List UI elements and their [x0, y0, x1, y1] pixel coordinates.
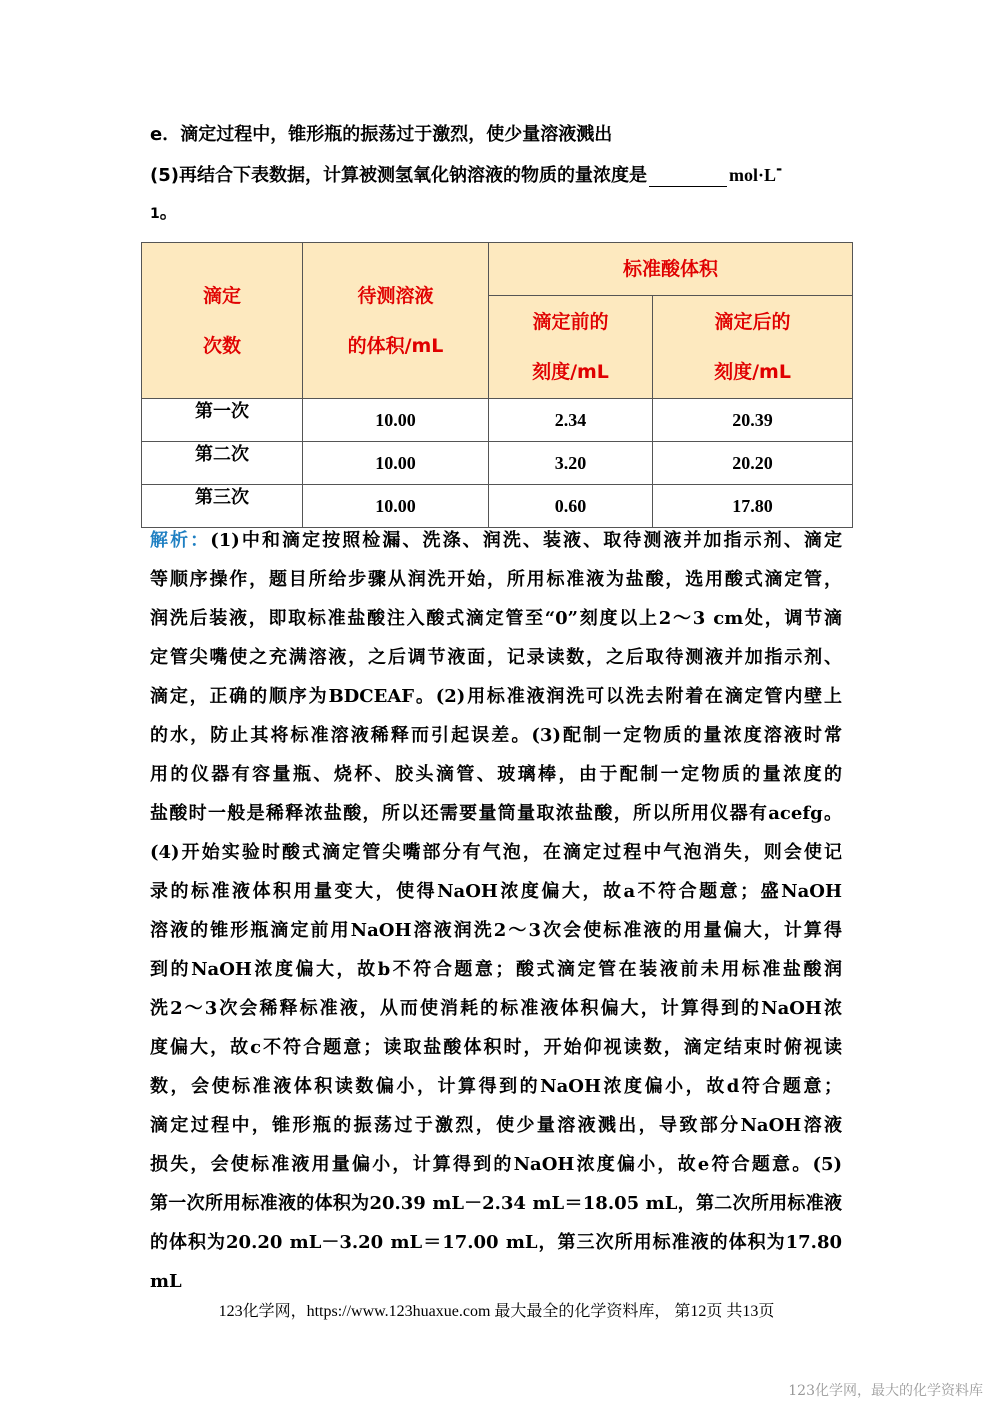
analysis-line: 的体积为20.20 mL－3.20 mL＝17.00 mL，第三次所用标准液的体积为17.80 mL — [150, 1232, 842, 1292]
analysis-line: 滴定过程中，锥形瓶的振荡过于激烈，使少量溶液溅出，导致部分NaOH溶液 — [150, 1115, 842, 1136]
analysis-line: 第一次所用标准液的体积为20.39 mL－2.34 mL＝18.05 mL，第二次所用标准液 — [150, 1193, 842, 1214]
analysis-line: 等顺序操作，题目所给步骤从润洗开始，所用标准液为盐酸，选用酸式滴定管， — [150, 569, 842, 590]
table-row — [142, 399, 853, 442]
table-row — [142, 442, 853, 485]
header-titration-times: 滴定 次数 — [142, 243, 303, 399]
row-label: 第二次 — [142, 442, 303, 485]
question-5-continued — [150, 198, 178, 224]
question-5-sup: - — [776, 160, 783, 178]
analysis-line: 损失，会使标准液用量偏小，计算得到的NaOH浓度偏小，故e符合题意。(5) — [150, 1154, 842, 1175]
question-item-e: e．滴定过程中，锥形瓶的振荡过于激烈，使少量溶液溅出 — [150, 124, 613, 145]
analysis-line: 录的标准液体积用量变大，使得NaOH浓度偏大，故a不符合题意；盛NaOH — [150, 881, 842, 902]
site-watermark: 123化学网，最大的化学资料库 — [788, 1383, 983, 1399]
row-volume: 10.00 — [303, 485, 489, 528]
row-after: 20.39 — [653, 399, 853, 442]
header-after-reading: 滴定后的 刻度/mL — [653, 296, 853, 399]
row-volume: 10.00 — [303, 442, 489, 485]
analysis-line: 解析：(1)中和滴定按照检漏、洗涤、润洗、装液、取待测液并加指示剂、滴定 — [150, 530, 843, 551]
row-after: 20.20 — [653, 442, 853, 485]
analysis-line: 到的NaOH浓度偏大，故b不符合题意；酸式滴定管在装液前未用标准盐酸润 — [150, 959, 842, 980]
analysis-line: 定管尖嘴使之充满溶液，之后调节液面，记录读数，之后取待测液并加指示剂、 — [150, 647, 842, 668]
analysis-line: 度偏大，故c不符合题意；读取盐酸体积时，开始仰视读数，滴定结束时俯视读 — [150, 1037, 842, 1058]
analysis-line: 盐酸时一般是稀释浓盐酸，所以还需要量筒量取浓盐酸，所以所用仪器有acefg。 — [150, 803, 842, 824]
analysis-line: 的水，防止其将标准溶液稀释而引起误差。(3)配制一定物质的量浓度溶液时常 — [150, 725, 842, 746]
header-sample-volume: 待测溶液 的体积/mL — [303, 243, 489, 399]
question-5-end: 。 — [159, 202, 178, 223]
header-before-reading: 滴定前的 刻度/mL — [489, 296, 653, 399]
question-5 — [150, 160, 782, 187]
analysis-line: 润洗后装液，即取标准盐酸注入酸式滴定管至“0”刻度以上2～3 cm处，调节滴 — [150, 608, 842, 629]
analysis-line: 数，会使标准液体积读数偏小，计算得到的NaOH浓度偏小，故d符合题意； — [150, 1076, 842, 1097]
analysis-line: 溶液的锥形瓶滴定前用NaOH溶液润洗2～3次会使标准液的用量偏大，计算得 — [150, 920, 842, 941]
analysis-line: 用的仪器有容量瓶、烧杯、胶头滴管、玻璃棒，由于配制一定物质的量浓度的 — [150, 764, 842, 785]
row-after: 17.80 — [653, 485, 853, 528]
titration-data-table — [141, 242, 853, 528]
header-standard-acid-volume: 标准酸体积 — [489, 243, 853, 296]
question-5-unit: mol·L — [728, 165, 776, 185]
row-before: 0.60 — [489, 485, 653, 528]
analysis-line: (4)开始实验时酸式滴定管尖嘴部分有气泡，在滴定过程中气泡消失，则会使记 — [150, 842, 842, 863]
analysis-line: 滴定，正确的顺序为BDCEAF。(2)用标准液润洗可以洗去附着在滴定管内壁上 — [150, 686, 842, 707]
question-5-exponent: 1 — [150, 206, 160, 222]
answer-blank — [649, 168, 727, 187]
row-before: 3.20 — [489, 442, 653, 485]
question-5-text: (5)再结合下表数据，计算被测氢氧化钠溶液的物质的量浓度是 — [150, 165, 647, 186]
row-label: 第一次 — [142, 399, 303, 442]
row-label: 第三次 — [142, 485, 303, 528]
analysis-label: 解析： — [150, 530, 211, 551]
analysis-line: 洗2～3次会稀释标准液，从而使消耗的标准液体积偏大，计算得到的NaOH浓 — [150, 998, 842, 1019]
analysis-section — [150, 521, 842, 1301]
row-volume: 10.00 — [303, 399, 489, 442]
page-footer: 123化学网，https://www.123huaxue.com 最大最全的化学资料库， 第12页 共13页 — [218, 1303, 775, 1320]
row-before: 2.34 — [489, 399, 653, 442]
